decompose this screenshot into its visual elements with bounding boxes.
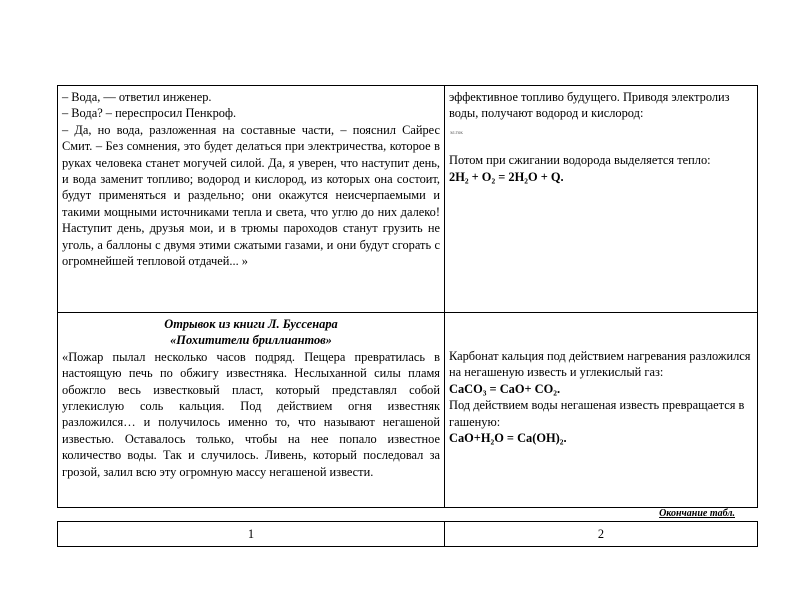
book-title: «Похитители бриллиантов» <box>170 333 332 348</box>
dialogue-line-2: – Вода? – переспросил Пенкроф. <box>62 106 237 121</box>
formula-calcium-carbonate: CaCO₃ = CaO+ CO₂. <box>449 381 561 396</box>
explanation-text-3: Карбонат кальция под действием нагревания разложился на негашеную известь и углекислый газ: <box>449 349 751 380</box>
small-annotation: эл.ток <box>450 130 463 136</box>
cell-row2-left <box>62 316 440 480</box>
column-divider <box>444 86 445 507</box>
table-caption: Окончание табл. <box>659 508 735 519</box>
cell-row1-right <box>449 89 755 185</box>
excerpt-title: Отрывок из книги Л. Буссенара <box>164 317 338 331</box>
formula-hydrogen: 2H₂ + O₂ = 2H₂O + Q. <box>449 169 564 184</box>
cell-row1-left <box>62 89 440 269</box>
explanation-text-2: Потом при сжигании водорода выделяется тепло: <box>449 153 711 168</box>
formula-slaked-lime: CaO+H₂O = Ca(OH)₂. <box>449 431 567 446</box>
dialogue-line-1: – Вода, — ответил инженер. <box>62 90 212 104</box>
dialogue-line-3: – Да, но вода, разложенная на составные части, – пояснил Сайрес Смит. – Без сомнения, это будет делаться при электричества, которое в руках человека станет могучей силой. Да, я уверен, что наступит день, и вода заменит топливо; водород и кислород, из которых она состоит, будут применяться и раздельно; они окажутся неисчерпаемыми и такими мощными источниками тепла и света, что углю до них далеко! Наступит день, друзья мои, и в трюмы пароходов станут грузить не уголь, а баллоны с двумя этими сжатыми газами, и они будут сгорать с огромнейшей тепловой отдачей... » <box>62 122 440 269</box>
column-number-1: 1 <box>247 527 255 541</box>
row-divider <box>58 312 757 313</box>
main-table <box>57 85 758 508</box>
column-number-table <box>57 521 758 547</box>
cell-row2-right <box>449 348 755 446</box>
excerpt-text: «Пожар пылал несколько часов подряд. Пещера превратилась в настоящую печь по обжигу известняка. Неслыханной силы пламя обожгло весь известковый пласт, который представлял собой углекислую соль кальция. Под действием огня известняк разложился… и получилось именно то, что называют негашеной известью. Оставалось только, чтобы на нее попало известное количество воды. Так и случилось. Ливень, который последовал за грозой, залил всю эту огромную массу негашеной извести. <box>62 349 440 479</box>
explanation-text-1: эффективное топливо будущего. Приводя электролиз воды, получают водород и кислород: <box>449 90 730 121</box>
explanation-text-4: Под действием воды негашеная известь превращается в гашеную: <box>449 398 745 429</box>
column-number-2: 2 <box>597 527 605 541</box>
